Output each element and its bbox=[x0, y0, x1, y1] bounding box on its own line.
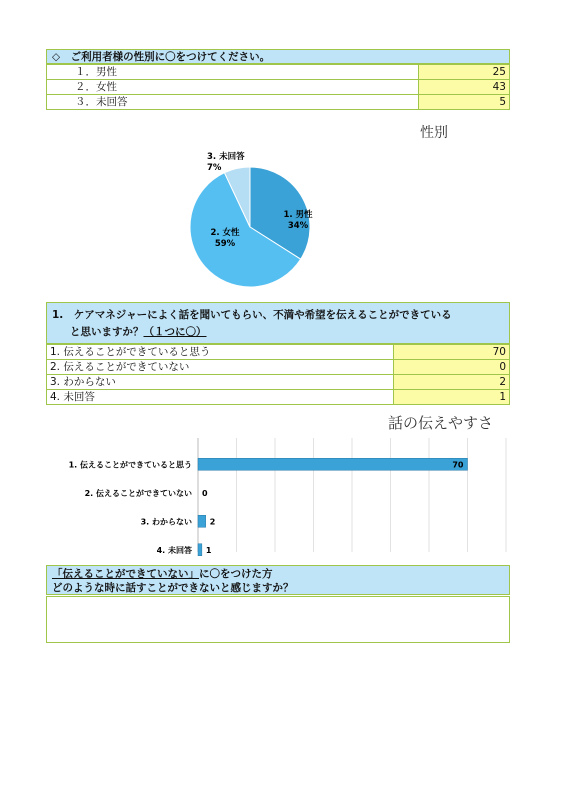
bar bbox=[198, 544, 202, 556]
bar-value-label: 70 bbox=[452, 460, 464, 470]
row-label: ２．女性 bbox=[47, 80, 419, 95]
bar-value-label: 0 bbox=[202, 488, 208, 498]
pie-chart bbox=[180, 145, 320, 290]
pie-slice-label: 3. 未回答 bbox=[207, 152, 245, 162]
table-row bbox=[47, 95, 510, 110]
q3-answer-box[interactable] bbox=[46, 596, 510, 643]
q1-table bbox=[46, 64, 510, 110]
bar-category-label: 2. 伝えることができていない bbox=[84, 488, 192, 498]
pie-slice-label: 2. 女性 bbox=[210, 228, 240, 238]
row-value: 1 bbox=[394, 390, 510, 405]
row-label: １．男性 bbox=[47, 65, 419, 80]
pie-slice-percent: 34% bbox=[287, 221, 309, 231]
row-label: 2. 伝えることができていない bbox=[47, 360, 394, 375]
row-value: 5 bbox=[419, 95, 510, 110]
q2-header bbox=[46, 302, 510, 344]
q3-header-line1 bbox=[52, 567, 504, 581]
bar-chart bbox=[46, 406, 510, 556]
bar-category-label: 3. わからない bbox=[140, 517, 192, 527]
row-label: 3. わからない bbox=[47, 375, 394, 390]
table-row bbox=[47, 345, 510, 360]
row-value: 70 bbox=[394, 345, 510, 360]
pie-slice-label: 1. 男性 bbox=[283, 210, 313, 220]
row-label: 4. 未回答 bbox=[47, 390, 394, 405]
table-row bbox=[47, 65, 510, 80]
pie-chart-title: 性別 bbox=[420, 125, 448, 141]
pie-slice-percent: 7% bbox=[207, 163, 222, 173]
bar bbox=[198, 515, 206, 527]
row-label: ３．未回答 bbox=[47, 95, 419, 110]
table-row bbox=[47, 390, 510, 405]
q3-header-line2: どのような時に話すことができないと感じますか？ bbox=[52, 582, 294, 594]
q2-header-line1: 1. ケアマネジャーによく話を聞いてもらい、不満や希望を伝えることができている bbox=[52, 309, 452, 321]
table-row bbox=[47, 80, 510, 95]
bar bbox=[198, 458, 468, 470]
row-value: 25 bbox=[419, 65, 510, 80]
bar-category-label: 1. 伝えることができていると思う bbox=[68, 460, 192, 470]
bar-value-label: 2 bbox=[209, 517, 216, 527]
q1-header: ◇ ご利用者様の性別に〇をつけてください。 bbox=[46, 49, 510, 64]
row-value: 43 bbox=[419, 80, 510, 95]
table-row bbox=[47, 360, 510, 375]
row-value: 2 bbox=[394, 375, 510, 390]
row-value: 0 bbox=[394, 360, 510, 375]
pie-slice-percent: 59% bbox=[214, 239, 236, 249]
q3-header bbox=[46, 565, 510, 595]
q2-header-underlined: （１つに〇） bbox=[143, 326, 207, 338]
table-row bbox=[47, 375, 510, 390]
bar-chart-title: 話の伝えやすさ bbox=[388, 414, 494, 432]
q2-header-prefix: と思いますか？ bbox=[70, 326, 144, 338]
q3-header-suffix: に〇をつけた方 bbox=[199, 568, 273, 580]
q3-header-underlined: 「伝えることができていない」 bbox=[52, 568, 199, 580]
q2-table bbox=[46, 344, 510, 405]
row-label: 1. 伝えることができていると思う bbox=[47, 345, 394, 360]
q2-header-line2 bbox=[52, 324, 504, 341]
bar-category-label: 4. 未回答 bbox=[156, 545, 192, 555]
bar-value-label: 1 bbox=[205, 545, 212, 555]
